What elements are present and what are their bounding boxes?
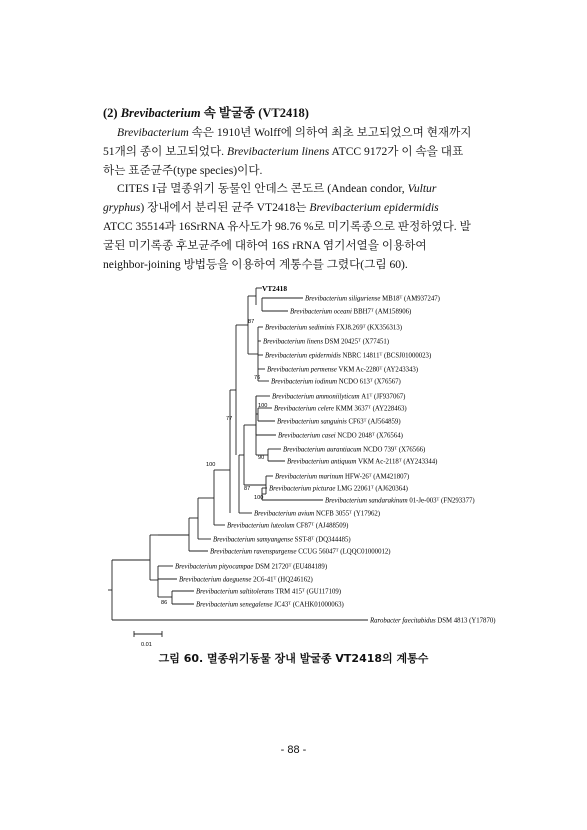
leaf-species: Brevibacterium samyangense (213, 536, 295, 544)
leaf-species: Brevibacterium daeguense (179, 576, 254, 584)
leaf-accession: (AJ620364) (373, 485, 408, 493)
paragraph-genus-intro: Brevibacterium 속은 1910년 Wolff에 의하여 최초 보고되었으며 현재까지 51개의 종이 보고되었다. Brevibacterium linens ATCC 9172가 이 속을 대표 하는 표준균주(type species)이다. (103, 126, 472, 177)
section-number: (2) (103, 106, 118, 120)
leaf-accession: (AJ564859) (366, 418, 401, 426)
type-strain-mark: T (358, 336, 361, 342)
leaf-strain: DSM 21720 (255, 563, 289, 571)
leaf-accession: (X76567) (372, 378, 401, 386)
leaf-species: Brevibacterium avium (254, 510, 317, 518)
tree-leaf-label (210, 547, 391, 556)
leaf-strain: HFW-26 (344, 473, 369, 481)
tree-leaf-label (272, 392, 405, 401)
leaf-strain: VKM Ac-2118 (358, 458, 399, 466)
type-strain-mark: T (370, 483, 374, 489)
tree-leaf-label (271, 377, 401, 386)
bootstrap-value: 77 (226, 416, 233, 422)
leaf-species: Brevibacterium luteolum (227, 522, 297, 530)
type-strain-mark: T (399, 293, 403, 299)
leaf-accession: (X76564) (374, 432, 403, 440)
leaf-species: Brevibacterium permense (267, 366, 339, 374)
leaf-species: Brevibacterium ammoniilyticum (272, 393, 362, 401)
leaf-species: Brevibacterium marinum (275, 473, 345, 481)
leaf-strain: NCDO 2048 (337, 432, 372, 440)
leaf-accession: (GU117109) (304, 588, 342, 596)
leaf-species: Rarobacter faecitabidus (370, 617, 438, 625)
type-strain-mark: T (371, 430, 375, 436)
leaf-accession: (AY243344) (401, 458, 438, 466)
leaf-strain: NCDO 613 (338, 378, 370, 386)
type-strain-mark: T (302, 586, 305, 592)
tree-leaf-label (179, 575, 313, 584)
type-strain-mark: T (436, 495, 440, 501)
tree-leaf-label (265, 323, 402, 332)
leaf-strain: LMG 22061 (337, 485, 371, 493)
tree-leaf-label (275, 472, 409, 481)
leaf-species: Brevibacterium antiquum (287, 458, 359, 466)
leaf-strain: DSM 20425 (324, 338, 359, 346)
type-strain-mark: T (368, 471, 372, 477)
bootstrap-value: 86 (161, 600, 168, 606)
section-title: 속 발굴종 (VT2418) (203, 106, 309, 120)
tree-leaf-label (213, 535, 351, 544)
leaf-accession: (AY243343) (382, 366, 419, 374)
leaf-species: Brevibacterium sandarakinum (325, 497, 410, 505)
tree-leaf-label (227, 521, 348, 530)
leaf-strain: 01-Je-003 (409, 497, 437, 505)
type-strain-mark: T (398, 456, 402, 462)
leaf-species: Brevibacterium oceani (290, 308, 354, 316)
leaf-accession: (Y17962) (351, 510, 381, 518)
leaf-accession: (BCSJ01000023) (382, 352, 432, 360)
tree-leaf-label (290, 307, 411, 316)
leaf-strain: 2C6-41 (253, 576, 274, 584)
leaf-accession: (AJ488509) (314, 522, 349, 530)
type-strain-mark: T (311, 520, 315, 526)
leaf-strain: CCUG 56047 (298, 548, 336, 556)
bootstrap-value: 100 (254, 495, 264, 501)
leaf-species: Brevibacterium picturae (269, 485, 338, 493)
leaf-species: Brevibacterium epidermidis (265, 352, 343, 360)
type-strain-mark: T (369, 391, 373, 397)
tree-leaf-label (274, 404, 407, 413)
leaf-species: Brevibacterium ravenspurgense (210, 548, 299, 556)
bootstrap-value: 100 (258, 403, 268, 409)
type-strain-mark: T (368, 403, 371, 409)
leaf-accession: (KX356313) (365, 324, 402, 332)
leaf-accession: (JF937067) (372, 393, 406, 401)
page-number: - 88 - (280, 744, 307, 756)
leaf-species: Brevibacterium pityocampae (175, 563, 256, 571)
tree-leaf-label (175, 562, 327, 571)
leaf-strain: TRM 415 (275, 588, 303, 596)
leaf-strain: DSM 4813 (437, 617, 468, 625)
leaf-strain: BBH7 (353, 308, 371, 316)
leaf-strain: KMM 3637 (335, 405, 369, 413)
leaf-strain: NBRC 14811 (342, 352, 380, 360)
section-genus: Brevibacterium (120, 106, 201, 120)
leaf-strain: CF63 (348, 418, 364, 426)
leaf-accession: (X76566) (397, 446, 426, 454)
leaf-accession: (X77451) (360, 338, 390, 346)
leaf-accession: (AM937247) (402, 295, 440, 303)
tree-leaf-label (283, 445, 425, 454)
leaf-accession: (HQ246162) (276, 576, 313, 584)
tree-leaf-label (305, 294, 440, 303)
type-strain-mark: T (311, 534, 315, 540)
type-strain-mark: T (363, 416, 367, 422)
leaf-accession: (Y17870) (467, 617, 496, 625)
leaf-species: Brevibacterium aurantiacum (283, 446, 364, 454)
tree-leaf-label (263, 337, 389, 346)
type-strain-mark: T (394, 444, 398, 450)
type-strain-mark: T (379, 364, 383, 370)
leaf-strain: A1 (361, 393, 370, 401)
leaf-species: Brevibacterium senegalense (196, 601, 275, 609)
bootstrap-value: 100 (206, 462, 216, 468)
figure-caption: 그림 60. 멸종위기동물 장내 발굴종 VT2418의 계통수 (158, 652, 429, 665)
leaf-accession: (AY228463) (370, 405, 407, 413)
leaf-species: Brevibacterium iodinum (271, 378, 339, 386)
tree-leaf-label (196, 587, 341, 596)
leaf-species: Brevibacterium saltitolerans (196, 588, 276, 596)
type-strain-mark: T (335, 546, 339, 552)
leaf-species: Brevibacterium celere (274, 405, 336, 413)
tree-leaf-label (265, 351, 431, 360)
leaf-species: Brevibacterium siliguriense (305, 295, 383, 303)
type-strain-mark: T (273, 574, 277, 580)
type-strain-mark: T (288, 561, 292, 567)
leaf-strain: MB18 (382, 295, 400, 303)
tree-leaf-label (277, 417, 401, 426)
leaf-strain: FXJ8.269 (336, 324, 363, 332)
leaf-species: Brevibacterium sediminis (265, 324, 337, 332)
tree-leaf-label (267, 365, 418, 374)
tree-query-label: VT2418 (262, 284, 288, 293)
tree-leaf-label (269, 484, 408, 493)
tree-leaf-label (278, 431, 403, 440)
leaf-accession: (FN293377) (439, 497, 475, 505)
type-strain-mark: T (362, 322, 366, 328)
leaf-accession: (DQ344485) (314, 536, 351, 544)
type-strain-mark: T (288, 599, 292, 605)
leaf-accession: (AM421807) (371, 473, 410, 481)
leaf-species: Brevibacterium casei (278, 432, 338, 440)
type-strain-mark: T (370, 306, 374, 312)
tree-leaf-label (254, 509, 380, 518)
leaf-strain: VKM Ac-2280 (338, 366, 380, 374)
leaf-strain: NCFB 3055 (316, 510, 350, 518)
leaf-accession: (EU484189) (291, 563, 328, 571)
leaf-accession: (AM158906) (373, 308, 412, 316)
tree-leaf-label (287, 457, 437, 466)
leaf-species: Brevibacterium sanguinis (277, 418, 349, 426)
leaf-strain: CF87 (296, 522, 312, 530)
bootstrap-value: 87 (244, 486, 251, 492)
leaf-strain: JC43 (274, 601, 289, 609)
tree-leaf-label (325, 496, 475, 505)
type-strain-mark: T (349, 508, 352, 514)
scale-bar-label: 0.01 (141, 642, 152, 648)
leaf-accession: (LQQC01000012) (338, 548, 391, 556)
tree-leaf-label (196, 600, 344, 609)
tree-leaf-label (369, 617, 496, 624)
type-strain-mark: T (379, 350, 383, 356)
leaf-species: Brevibacterium linens (263, 338, 325, 346)
type-strain-mark: T (369, 376, 373, 382)
bootstrap-value: 76 (254, 375, 261, 381)
leaf-accession: (CAHK01000063) (291, 601, 344, 609)
paragraph-strain-description: CITES I급 멸종위기 동물인 안데스 콘도르 (Andean condor, Vultur gryphus) 장내에서 분리된 균주 VT2418는 Brevibacterium epidermidis ATCC 35514과 16SrRNA 유사도가 98.76 %로 미기록종으로 판정하였다. 발 굴된 미기록종 후보균주에 대하여 16S rRNA 염기서열을 이용하여 neighbor-joining 방법등을 이용하여 계통수를 그렸다(그림 60). (103, 182, 471, 271)
leaf-strain: NCDO 739 (363, 446, 395, 454)
leaf-strain: SST-8 (294, 536, 312, 544)
bootstrap-value: 90 (258, 455, 265, 461)
bootstrap-value: 87 (248, 319, 255, 325)
